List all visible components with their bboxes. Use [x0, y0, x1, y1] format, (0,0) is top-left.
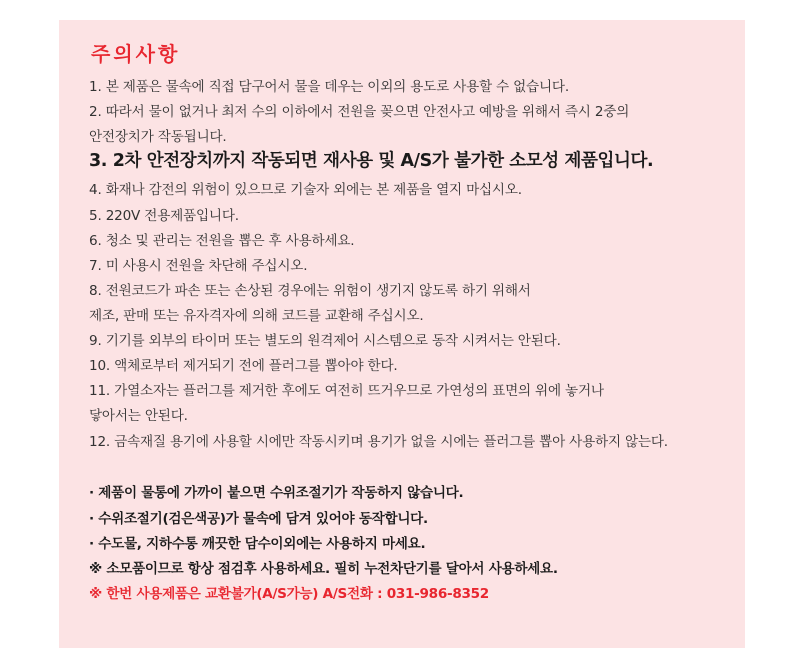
note-3: · 수도물, 지하수통 깨끗한 담수이외에는 사용하지 마세요. [89, 536, 426, 552]
caution-item-4: 4. 화재나 감전의 위험이 있으므로 기술자 외에는 본 제품을 열지 마십시오. [89, 182, 522, 198]
caution-item-1: 1. 본 제품은 물속에 직접 담구어서 물을 데우는 이외의 용도로 사용할 수 없습니다. [89, 79, 569, 95]
caution-item-12: 12. 금속재질 용기에 사용할 시에만 작동시키며 용기가 없을 시에는 플러그를 뽑아 사용하지 않는다. [89, 434, 668, 450]
caution-item-2: 2. 따라서 물이 없거나 최저 수의 이하에서 전원을 꽂으면 안전사고 예방을 위해서 즉시 2중의 [89, 104, 630, 120]
caution-item-11-cont: 닿아서는 안된다. [89, 408, 188, 424]
caution-item-6: 6. 청소 및 관리는 전원을 뽑은 후 사용하세요. [89, 233, 355, 249]
note-2: · 수위조절기(검은색공)가 물속에 담겨 있어야 동작합니다. [89, 511, 428, 527]
caution-item-9: 9. 기기를 외부의 타이머 또는 별도의 원격제어 시스템으로 동작 시켜서는 안된다. [89, 333, 561, 349]
caution-item-7: 7. 미 사용시 전원을 차단해 주십시오. [89, 258, 308, 274]
caution-item-11: 11. 가열소자는 플러그를 제거한 후에도 여전히 뜨거우므로 가연성의 표면의 위에 놓거나 [89, 383, 604, 399]
caution-item-10: 10. 액체로부터 제거되기 전에 플러그를 뽑아야 한다. [89, 358, 398, 374]
caution-item-5: 5. 220V 전용제품입니다. [89, 208, 239, 224]
caution-title: 주의사항 [91, 42, 181, 66]
caution-item-8: 8. 전원코드가 파손 또는 손상된 경우에는 위험이 생기지 않도록 하기 위해서 [89, 283, 531, 299]
note-1: · 제품이 물통에 가까이 붙으면 수위조절기가 작동하지 않습니다. [89, 485, 464, 501]
caution-item-3: 3. 2차 안전장치까지 작동되면 재사용 및 A/S가 불가한 소모성 제품입니다. [89, 151, 654, 171]
caution-item-8-cont: 제조, 판매 또는 유자격자에 의해 코드를 교환해 주십시오. [89, 308, 424, 324]
note-4: ※ 소모품이므로 항상 점검후 사용하세요. 필히 누전차단기를 달아서 사용하세요. [89, 561, 558, 577]
caution-item-2-cont: 안전장치가 작동됩니다. [89, 129, 227, 145]
note-5: ※ 한번 사용제품은 교환불가(A/S가능) A/S전화 : 031-986-8352 [89, 586, 489, 602]
